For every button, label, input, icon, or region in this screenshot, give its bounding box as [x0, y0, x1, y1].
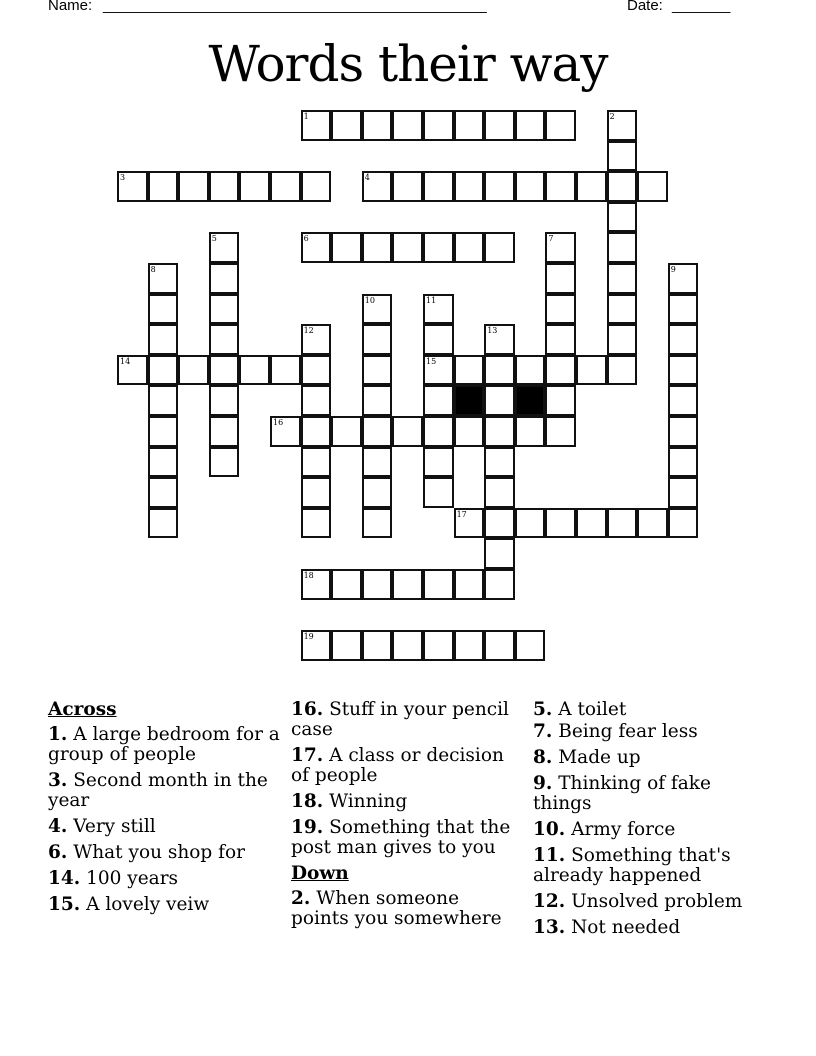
grid-cell[interactable] — [454, 508, 485, 539]
clue-down-9 — [533, 774, 763, 814]
clue-across-1 — [48, 725, 280, 765]
clues-column-2 — [291, 700, 521, 935]
clue-number: 1. — [48, 724, 68, 745]
grid-cell[interactable] — [545, 324, 576, 355]
grid-cell[interactable] — [301, 416, 332, 447]
grid-cell[interactable] — [668, 263, 699, 294]
clue-number: 7. — [533, 721, 553, 742]
cell-number: 7 — [548, 234, 554, 244]
clue-number: 14. — [48, 868, 81, 889]
clue-number: 6. — [48, 842, 68, 863]
grid-cell[interactable] — [178, 355, 209, 386]
grid-cell[interactable] — [362, 477, 393, 508]
grid-cell[interactable] — [668, 294, 699, 325]
grid-cell[interactable] — [331, 630, 362, 661]
clue-text: A toilet — [558, 699, 627, 720]
grid-cell[interactable] — [117, 355, 148, 386]
grid-cell[interactable] — [362, 294, 393, 325]
clue-text: Not needed — [571, 917, 681, 938]
grid-cell[interactable] — [362, 232, 393, 263]
grid-cell[interactable] — [392, 630, 423, 661]
name-field[interactable]: ______________________________________________ — [103, 0, 487, 14]
clue-across-19 — [291, 818, 521, 858]
clue-number: 11. — [533, 845, 566, 866]
clue-number: 18. — [291, 791, 324, 812]
grid-cell[interactable] — [362, 630, 393, 661]
grid-cell[interactable] — [515, 171, 546, 202]
cell-number: 2 — [609, 112, 615, 121]
cell-number: 17 — [456, 509, 467, 519]
clue-number: 15. — [48, 894, 81, 915]
grid-cell[interactable] — [362, 385, 393, 416]
grid-cell[interactable] — [362, 110, 393, 141]
grid-cell[interactable] — [668, 385, 699, 416]
grid-cell[interactable] — [362, 508, 393, 539]
grid-cell[interactable] — [454, 355, 485, 386]
grid-cell[interactable] — [301, 385, 332, 416]
grid-cell[interactable] — [362, 447, 393, 478]
grid-cell[interactable] — [607, 202, 638, 233]
cell-number: 16 — [273, 418, 284, 427]
grid-cell[interactable] — [484, 416, 515, 447]
clue-number: 9. — [533, 773, 553, 794]
grid-cell[interactable] — [668, 447, 699, 478]
clue-across-3 — [48, 771, 280, 811]
grid-cell[interactable] — [209, 447, 240, 478]
clue-number: 3. — [48, 770, 68, 791]
grid-cell[interactable] — [515, 508, 546, 539]
grid-cell[interactable] — [545, 232, 576, 263]
clue-number: 19. — [291, 817, 324, 838]
grid-cell[interactable] — [362, 355, 393, 386]
grid-cell[interactable] — [515, 110, 546, 141]
grid-cell[interactable] — [392, 171, 423, 202]
clue-text: A class or decision of people — [291, 745, 504, 786]
grid-cell[interactable] — [117, 171, 148, 202]
grid-cell[interactable] — [301, 477, 332, 508]
clue-number: 13. — [533, 917, 566, 938]
clue-text: Army force — [571, 819, 676, 840]
clue-text: Unsolved problem — [571, 891, 743, 912]
grid-cell[interactable] — [209, 263, 240, 294]
clue-text: A large bedroom for a group of people — [48, 724, 280, 765]
grid-cell[interactable] — [423, 110, 454, 141]
grid-cell[interactable] — [576, 508, 607, 539]
grid-cell[interactable] — [484, 171, 515, 202]
clue-down-5 — [533, 700, 763, 720]
clue-text: When someone points you somewhere — [291, 888, 502, 929]
black-cell — [454, 385, 485, 416]
grid-cell[interactable] — [545, 263, 576, 294]
grid-cell[interactable] — [545, 416, 576, 447]
grid-cell[interactable] — [362, 569, 393, 600]
grid-cell[interactable] — [423, 569, 454, 600]
grid-cell[interactable] — [209, 355, 240, 386]
clue-text: Thinking of fake things — [533, 773, 711, 814]
clue-down-7 — [533, 722, 763, 742]
cell-number: 10 — [364, 295, 375, 305]
clue-down-12 — [533, 892, 763, 912]
grid-cell[interactable] — [515, 630, 546, 661]
grid-cell[interactable] — [576, 171, 607, 202]
grid-cell[interactable] — [270, 355, 301, 386]
cell-number: 18 — [303, 571, 314, 580]
clue-number: 16. — [291, 699, 324, 720]
clue-across-4 — [48, 817, 280, 837]
across-heading: Across — [48, 699, 117, 720]
clue-across-18 — [291, 792, 521, 812]
clue-text: Something that's already happened — [533, 845, 731, 886]
grid-cell[interactable] — [423, 447, 454, 478]
grid-cell[interactable] — [515, 416, 546, 447]
grid-cell[interactable] — [423, 324, 454, 355]
black-cell — [515, 385, 546, 416]
clue-text: Very still — [73, 816, 156, 837]
grid-cell[interactable] — [301, 630, 332, 661]
grid-cell[interactable] — [668, 416, 699, 447]
grid-cell[interactable] — [484, 355, 515, 386]
grid-cell[interactable] — [545, 385, 576, 416]
grid-cell[interactable] — [148, 385, 179, 416]
grid-cell[interactable] — [668, 508, 699, 539]
grid-cell[interactable] — [331, 110, 362, 141]
grid-cell[interactable] — [209, 324, 240, 355]
clue-across-17 — [291, 746, 521, 786]
grid-cell[interactable] — [607, 294, 638, 325]
clue-text: What you shop for — [73, 842, 245, 863]
grid-cell[interactable] — [362, 171, 393, 202]
grid-cell[interactable] — [607, 355, 638, 386]
grid-cell[interactable] — [148, 294, 179, 325]
grid-cell[interactable] — [454, 171, 485, 202]
grid-cell[interactable] — [209, 385, 240, 416]
grid-cell[interactable] — [148, 508, 179, 539]
grid-cell[interactable] — [607, 141, 638, 172]
clue-text: Made up — [558, 747, 641, 768]
grid-cell[interactable] — [209, 416, 240, 447]
grid-cell[interactable] — [331, 569, 362, 600]
clue-text: Stuff in your pencil case — [291, 699, 509, 740]
grid-cell[interactable] — [607, 324, 638, 355]
grid-cell[interactable] — [239, 171, 270, 202]
clue-across-15 — [48, 895, 280, 915]
clue-text: Being fear less — [558, 721, 698, 742]
clue-number: 5. — [533, 699, 553, 720]
grid-cell[interactable] — [668, 324, 699, 355]
clues-column-1 — [48, 700, 280, 921]
grid-cell[interactable] — [301, 324, 332, 355]
grid-cell[interactable] — [301, 569, 332, 600]
grid-cell[interactable] — [545, 355, 576, 386]
cell-number: 12 — [303, 326, 314, 336]
page-title: Words their way — [208, 35, 608, 93]
grid-cell[interactable] — [178, 171, 209, 202]
cell-number: 4 — [364, 173, 370, 183]
cell-number: 5 — [211, 234, 217, 244]
grid-cell[interactable] — [545, 294, 576, 325]
grid-cell[interactable] — [301, 110, 332, 141]
cell-number: 6 — [303, 234, 309, 244]
grid-cell[interactable] — [484, 385, 515, 416]
grid-cell[interactable] — [484, 477, 515, 508]
grid-cell[interactable] — [423, 171, 454, 202]
grid-cell[interactable] — [362, 416, 393, 447]
clue-across-16 — [291, 700, 521, 740]
cell-number: 9 — [670, 265, 676, 274]
clue-across-14 — [48, 869, 280, 889]
grid-cell[interactable] — [423, 477, 454, 508]
clue-number: 8. — [533, 747, 553, 768]
cell-number: 14 — [120, 356, 131, 366]
clue-number: 4. — [48, 816, 68, 837]
down-heading: Down — [291, 863, 349, 884]
grid-cell[interactable] — [484, 110, 515, 141]
grid-cell[interactable] — [423, 416, 454, 447]
grid-cell[interactable] — [392, 110, 423, 141]
grid-cell[interactable] — [607, 171, 638, 202]
grid-cell[interactable] — [209, 294, 240, 325]
clue-number: 17. — [291, 745, 324, 766]
date-label: Date: — [627, 0, 663, 14]
grid-cell[interactable] — [301, 232, 332, 263]
grid-cell[interactable] — [423, 294, 454, 325]
clue-down-11 — [533, 846, 763, 886]
grid-cell[interactable] — [454, 630, 485, 661]
clue-down-10 — [533, 820, 763, 840]
clue-number: 10. — [533, 819, 566, 840]
date-field[interactable]: _______ — [672, 0, 731, 14]
grid-cell[interactable] — [484, 324, 515, 355]
clue-down-8 — [533, 748, 763, 768]
grid-cell[interactable] — [545, 171, 576, 202]
grid-cell[interactable] — [148, 477, 179, 508]
clue-down-13 — [533, 918, 763, 938]
clue-text: Second month in the year — [48, 770, 268, 811]
grid-cell[interactable] — [484, 538, 515, 569]
grid-cell[interactable] — [392, 232, 423, 263]
grid-cell[interactable] — [484, 508, 515, 539]
grid-cell[interactable] — [484, 232, 515, 263]
grid-cell[interactable] — [209, 232, 240, 263]
grid-cell[interactable] — [301, 355, 332, 386]
grid-cell[interactable] — [484, 630, 515, 661]
grid-cell[interactable] — [637, 508, 668, 539]
cell-number: 13 — [487, 326, 498, 336]
grid-cell[interactable] — [423, 232, 454, 263]
clue-number: 12. — [533, 891, 566, 912]
grid-cell[interactable] — [148, 263, 179, 294]
grid-cell[interactable] — [148, 171, 179, 202]
cell-number: 19 — [303, 632, 314, 642]
grid-cell[interactable] — [331, 416, 362, 447]
grid-cell[interactable] — [423, 385, 454, 416]
grid-cell[interactable] — [576, 355, 607, 386]
grid-cell[interactable] — [454, 569, 485, 600]
grid-cell[interactable] — [454, 110, 485, 141]
grid-cell[interactable] — [301, 508, 332, 539]
grid-cell[interactable] — [545, 110, 576, 141]
grid-cell[interactable] — [607, 508, 638, 539]
clue-text: Winning — [329, 791, 408, 812]
clue-number: 2. — [291, 888, 311, 909]
clue-text: Something that the post man gives to you — [291, 817, 511, 858]
grid-cell[interactable] — [607, 110, 638, 141]
cell-number: 15 — [426, 356, 437, 366]
clues-column-3 — [533, 700, 763, 944]
clue-across-6 — [48, 843, 280, 863]
grid-cell[interactable] — [484, 447, 515, 478]
grid-cell[interactable] — [484, 569, 515, 600]
grid-cell[interactable] — [423, 630, 454, 661]
cell-number: 3 — [120, 173, 126, 183]
clue-text: 100 years — [86, 868, 179, 889]
grid-cell[interactable] — [239, 355, 270, 386]
grid-cell[interactable] — [454, 232, 485, 263]
grid-cell[interactable] — [148, 416, 179, 447]
name-label: Name: — [48, 0, 93, 14]
grid-cell[interactable] — [148, 355, 179, 386]
grid-cell[interactable] — [668, 355, 699, 386]
grid-cell[interactable] — [668, 477, 699, 508]
grid-cell[interactable] — [545, 508, 576, 539]
grid-cell[interactable] — [515, 355, 546, 386]
grid-cell[interactable] — [301, 447, 332, 478]
grid-cell[interactable] — [607, 232, 638, 263]
cell-number: 11 — [426, 295, 437, 305]
grid-cell[interactable] — [392, 569, 423, 600]
clue-text: A lovely veiw — [86, 894, 210, 915]
cell-number: 1 — [303, 112, 309, 121]
grid-cell[interactable] — [423, 355, 454, 386]
grid-cell[interactable] — [607, 263, 638, 294]
grid-cell[interactable] — [209, 171, 240, 202]
cell-number: 8 — [150, 265, 156, 274]
grid-cell[interactable] — [270, 171, 301, 202]
grid-cell[interactable] — [392, 416, 423, 447]
grid-cell[interactable] — [637, 171, 668, 202]
grid-cell[interactable] — [454, 416, 485, 447]
grid-cell[interactable] — [331, 232, 362, 263]
clue-down-2 — [291, 889, 521, 929]
grid-cell[interactable] — [362, 324, 393, 355]
grid-cell[interactable] — [301, 171, 332, 202]
grid-cell[interactable] — [148, 447, 179, 478]
grid-cell[interactable] — [148, 324, 179, 355]
grid-cell[interactable] — [270, 416, 301, 447]
